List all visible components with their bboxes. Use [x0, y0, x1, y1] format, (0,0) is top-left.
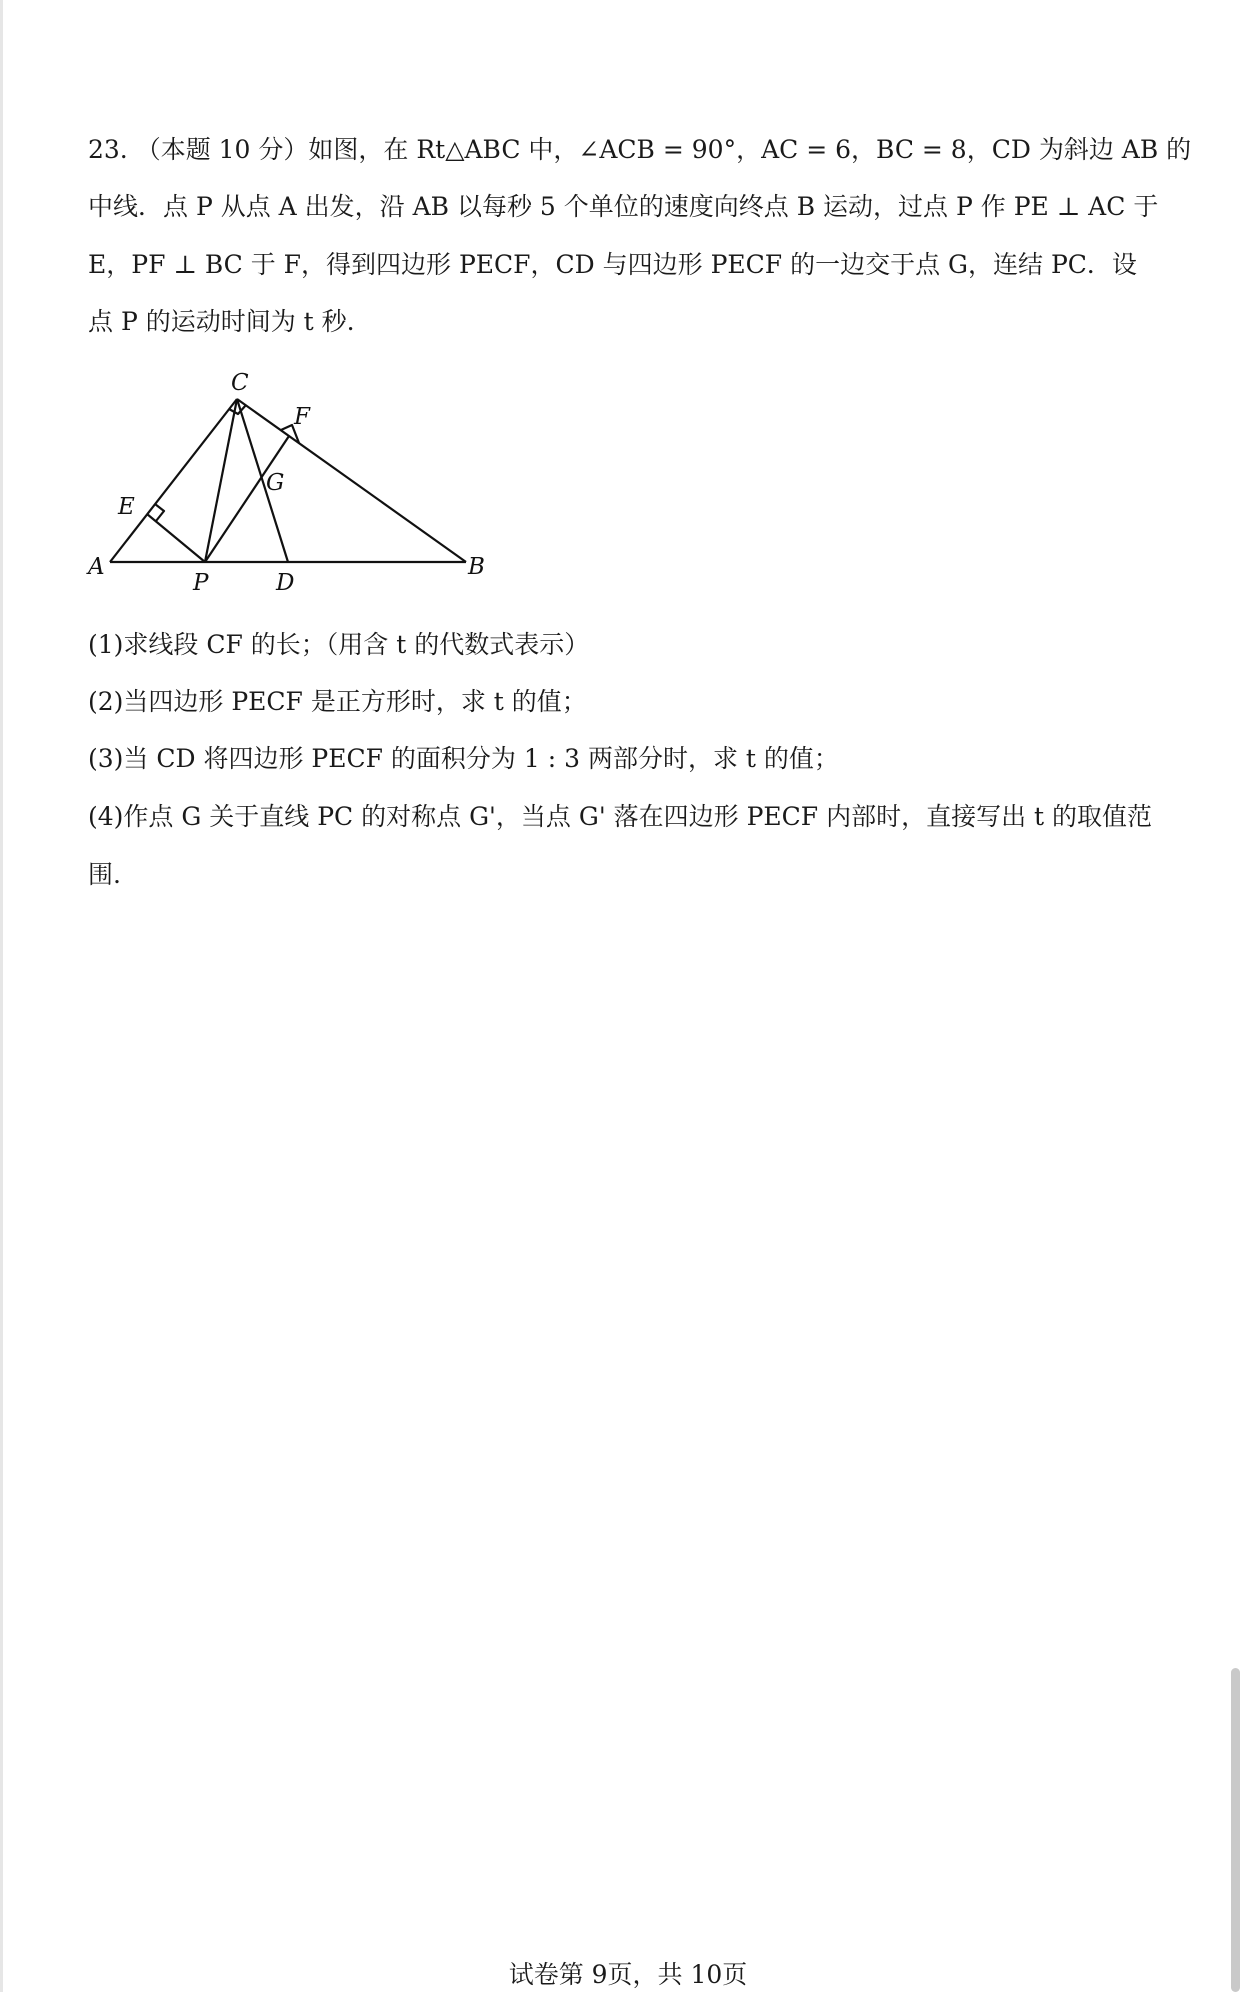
label-E: E: [118, 494, 135, 520]
label-A: A: [88, 554, 105, 580]
problem-line-3: E，PF ⊥ BC 于 F，得到四边形 PECF，CD 与四边形 PECF 的一边交于点 G，连结 PC．设: [88, 250, 1137, 279]
label-C: C: [231, 370, 249, 396]
problem-line-2: 中线．点 P 从点 A 出发，沿 AB 以每秒 5 个单位的速度向终点 B 运动，过点 P 作 PE ⊥ AC 于: [88, 192, 1159, 221]
segment-AC: [110, 399, 237, 562]
question-1: (1)求线段 CF 的长；（用含 t 的代数式表示）: [88, 630, 590, 659]
vertical-scrollbar[interactable]: [1231, 1668, 1240, 1992]
right-angle-E: [155, 504, 164, 521]
label-F: F: [294, 404, 310, 430]
label-B: B: [468, 554, 485, 580]
geometry-figure: [80, 362, 520, 602]
problem-line-4: 点 P 的运动时间为 t 秒.: [88, 307, 355, 336]
label-G: G: [266, 470, 285, 496]
label-P: P: [193, 570, 209, 596]
segment-PE: [147, 514, 205, 562]
triangle-diagram: [80, 362, 520, 602]
label-D: D: [276, 570, 295, 596]
page-edge: [0, 0, 3, 1992]
page-footer: 试卷第 9页，共 10页: [508, 1960, 748, 1989]
question-2: (2)当四边形 PECF 是正方形时，求 t 的值；: [88, 687, 587, 716]
question-4-continued: 围.: [88, 860, 121, 889]
question-3: (3)当 CD 将四边形 PECF 的面积分为 1 : 3 两部分时，求 t 的值；: [88, 744, 839, 773]
problem-line-1: 23. （本题 10 分）如图，在 Rt△ABC 中，∠ACB = 90°，AC = 6，BC = 8，CD 为斜边 AB 的: [88, 135, 1192, 164]
question-4: (4)作点 G 关于直线 PC 的对称点 G'，当点 G' 落在四边形 PECF 内部时，直接写出 t 的取值范: [88, 802, 1153, 831]
